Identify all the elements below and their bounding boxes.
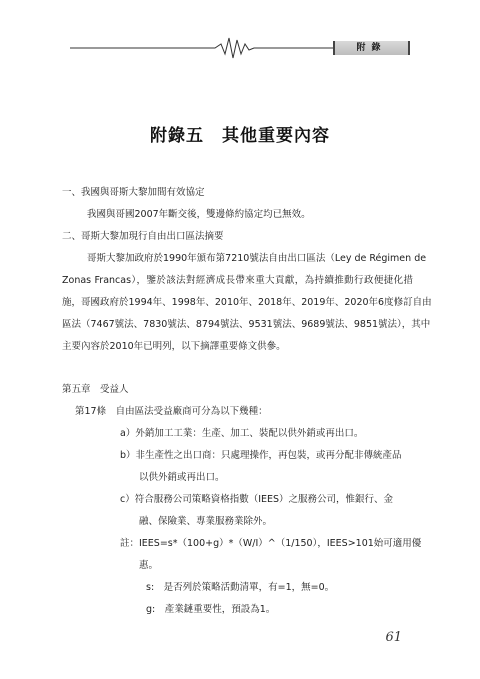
list-item-continuation: 以供外銷或再出口。 bbox=[139, 472, 225, 483]
article-heading: 第17條 自由區法受益廠商可分為以下幾種： bbox=[75, 406, 268, 417]
note-continuation: 惠。 bbox=[139, 560, 159, 571]
paragraph-line: 我國與哥國2007年斷交後，雙邊條約協定均已無效。 bbox=[87, 209, 311, 220]
header-pulse-line bbox=[0, 0, 480, 70]
chapter-heading: 第五章 受益人 bbox=[62, 384, 129, 395]
list-item: c）符合服務公司策略資格指數（IEES）之服務公司，惟銀行、金 bbox=[120, 494, 394, 505]
section-heading: 二、哥斯大黎加現行自由出口區法摘要 bbox=[62, 231, 224, 242]
note-definition: g: 產業鏈重要性，預設為1。 bbox=[146, 604, 276, 615]
page-title: 附錄五 其他重要內容 bbox=[150, 126, 330, 146]
list-item: b）非生產性之出口商：只處理操作，再包裝，或再分配非傳統產品 bbox=[120, 450, 402, 461]
note-definition: s: 是否列於策略活動清單，有=1，無=0。 bbox=[146, 582, 335, 593]
paragraph-line: 區法（7467號法、7830號法、8794號法、9531號法、9689號法、9851號法），其中 bbox=[62, 319, 431, 330]
paragraph-line: 施，哥國政府於1994年、1998年、2010年、2018年、2019年、2020年6度修訂自由 bbox=[62, 297, 432, 308]
page-number: 61 bbox=[385, 630, 402, 645]
section-tab: 附錄 bbox=[333, 41, 410, 55]
note-line: 註：IEES=s*（100+g）*（W/I）^（1/150），IEES>101始可適用優 bbox=[120, 538, 422, 549]
list-item-continuation: 融、保險業、專業服務業除外。 bbox=[139, 516, 273, 527]
list-item: a）外銷加工工業：生產、加工、裝配以供外銷或再出口。 bbox=[120, 428, 364, 439]
paragraph-line: 主要內容於2010年已明列，以下摘譯重要條文供參。 bbox=[62, 341, 286, 352]
section-heading: 一、我國與哥斯大黎加間有效協定 bbox=[62, 187, 205, 198]
paragraph-line: Zonas Francas），鑒於該法對經濟成長帶來重大貢獻，為持續推動行政便捷化措 bbox=[62, 275, 413, 286]
paragraph-line: 哥斯大黎加政府於1990年頒布第7210號法自由出口區法（Ley de Régimen de bbox=[87, 253, 427, 264]
